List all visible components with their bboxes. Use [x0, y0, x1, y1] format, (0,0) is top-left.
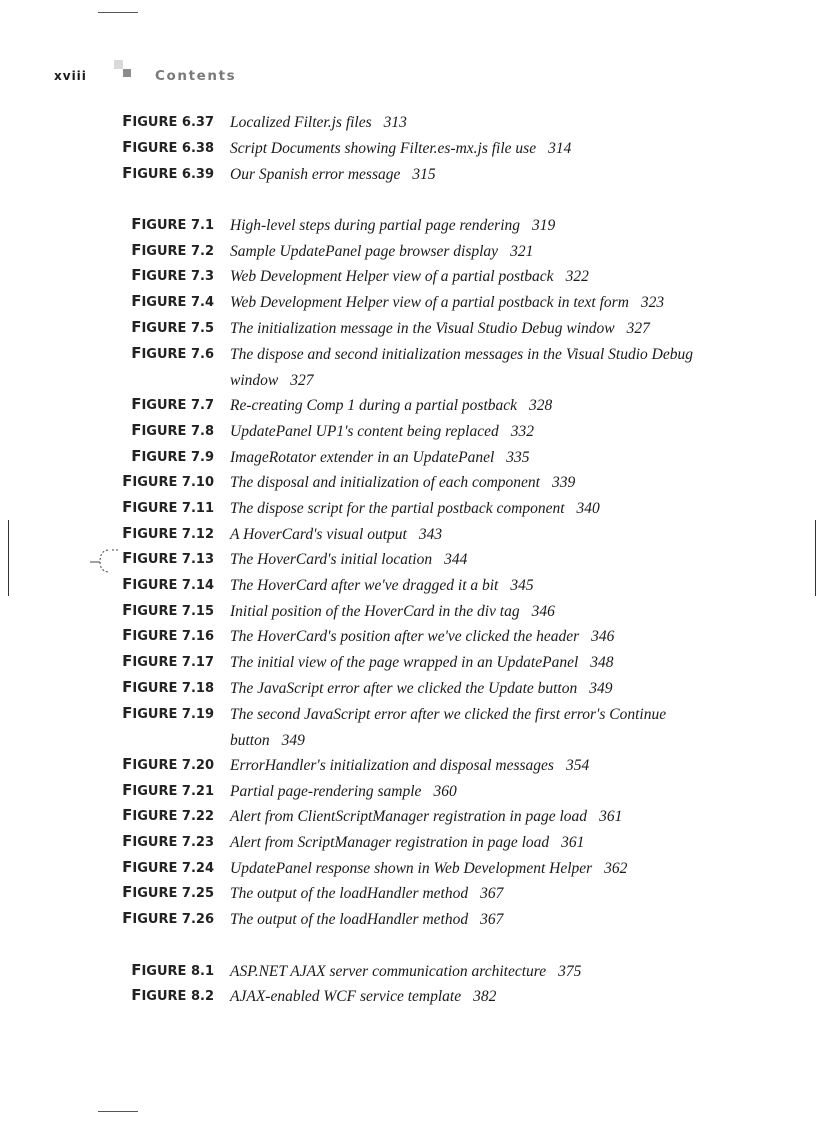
figure-label	[122, 678, 214, 696]
figure-label	[131, 241, 214, 259]
figure-label-rest: IGURE	[132, 809, 178, 824]
toc-entry	[0, 804, 816, 828]
figure-label	[131, 318, 214, 336]
figure-page-number: 327	[290, 371, 314, 389]
figure-label-rest: IGURE	[141, 347, 187, 362]
figure-number: 7.25	[181, 886, 214, 901]
figure-title	[230, 162, 710, 188]
figure-title	[230, 239, 710, 265]
figure-label-initial: F	[131, 344, 142, 362]
figure-label-initial: F	[131, 961, 142, 979]
figure-label-initial: F	[122, 472, 133, 490]
figure-title-text: The disposal and initialization of each component	[230, 474, 540, 491]
figure-title	[230, 110, 710, 136]
toc-entry	[0, 470, 816, 494]
figure-page-number: 340	[576, 500, 600, 517]
figure-page-number: 367	[480, 885, 504, 902]
figure-number: 7.17	[181, 655, 214, 670]
figure-label-rest: IGURE	[132, 604, 178, 619]
figure-title-text: ASP.NET AJAX server communication architecture	[230, 963, 547, 980]
figure-page-number: 339	[552, 474, 576, 491]
figure-title-text: The HoverCard's initial location	[230, 551, 433, 568]
toc-entry	[0, 573, 816, 597]
figure-label	[122, 704, 214, 722]
figure-title-text: UpdatePanel response shown in Web Development Helper	[230, 860, 593, 877]
figure-label-initial: F	[131, 292, 142, 310]
figure-label-initial: F	[122, 498, 133, 516]
figure-title	[230, 496, 710, 522]
figure-label-rest: IGURE	[132, 861, 178, 876]
figure-label-rest: IGURE	[132, 629, 178, 644]
figure-label	[131, 266, 214, 284]
toc-entry	[0, 522, 816, 546]
figure-number: 7.16	[181, 629, 214, 644]
figure-title	[230, 830, 710, 856]
figure-label-rest: IGURE	[132, 115, 178, 130]
figure-number: 7.8	[190, 424, 214, 439]
toc-entry	[0, 676, 816, 700]
figure-label-rest: IGURE	[132, 578, 178, 593]
figure-label	[122, 626, 214, 644]
figure-label-rest: IGURE	[132, 167, 178, 182]
figure-page-number: 349	[589, 680, 613, 697]
toc-entry	[0, 959, 816, 983]
figure-title	[230, 959, 710, 985]
figure-number: 8.2	[190, 989, 214, 1004]
figure-title-text: Web Development Helper view of a partial postback	[230, 268, 554, 285]
figure-label	[122, 575, 214, 593]
figure-title	[230, 470, 710, 496]
figure-page-number: 332	[510, 423, 535, 440]
figure-label-initial: F	[122, 858, 133, 876]
figure-page-number: 344	[444, 551, 468, 568]
figure-label	[122, 858, 214, 876]
figure-label-rest: IGURE	[141, 398, 187, 413]
toc-entry	[0, 496, 816, 520]
figure-number: 7.12	[181, 527, 214, 542]
figure-label-initial: F	[122, 832, 133, 850]
figure-label	[131, 344, 214, 362]
figure-number: 8.1	[190, 964, 214, 979]
figure-page-number: 367	[480, 911, 504, 928]
figure-title	[230, 136, 710, 162]
figure-label-initial: F	[122, 601, 133, 619]
figure-label-rest: IGURE	[132, 681, 178, 696]
toc-entry	[0, 445, 816, 469]
figure-label-rest: IGURE	[132, 758, 178, 773]
figure-title-text: The dispose and second initialization messages in the Visual Studio Debug window	[230, 346, 693, 389]
toc-entry	[0, 907, 816, 931]
toc-entry	[0, 110, 816, 134]
figure-label	[122, 112, 214, 130]
figure-title-text: The JavaScript error after we clicked the Update button	[230, 680, 578, 697]
figure-title	[230, 624, 710, 650]
toc-entry	[0, 830, 816, 854]
toc-entry	[0, 984, 816, 1008]
figure-label	[122, 164, 214, 182]
toc-entry	[0, 213, 816, 237]
toc-entry	[0, 342, 816, 389]
figure-number: 7.5	[190, 321, 214, 336]
figure-label	[131, 421, 214, 439]
figure-page-number: 321	[510, 243, 534, 260]
figure-page-number: 382	[473, 988, 497, 1005]
figure-label	[131, 447, 214, 465]
figure-label-initial: F	[122, 164, 133, 182]
figure-title	[230, 753, 710, 779]
figure-label-initial: F	[131, 447, 142, 465]
figure-label	[122, 806, 214, 824]
figure-title-text: Localized Filter.js files	[230, 114, 372, 131]
figure-label-initial: F	[131, 266, 142, 284]
figure-title	[230, 290, 710, 316]
figure-title	[230, 907, 710, 933]
figure-label-initial: F	[122, 806, 133, 824]
toc-entry	[0, 547, 816, 571]
figure-label	[122, 883, 214, 901]
figure-number: 7.24	[181, 861, 214, 876]
figure-title-text: The second JavaScript error after we clicked the first error's Continue button	[230, 706, 667, 749]
figure-title	[230, 881, 710, 907]
figure-page-number: 346	[531, 603, 555, 620]
figure-label-rest: IGURE	[141, 321, 187, 336]
figure-page-number: 345	[510, 577, 534, 594]
figure-label	[122, 498, 214, 516]
figure-page-number: 349	[281, 731, 305, 749]
figure-number: 7.18	[181, 681, 214, 696]
toc-entry	[0, 856, 816, 880]
figure-title-text: The initial view of the page wrapped in an UpdatePanel	[230, 654, 579, 671]
figure-number: 6.37	[181, 115, 214, 130]
figure-page-number: 361	[599, 808, 623, 825]
figure-label-rest: IGURE	[132, 501, 178, 516]
figure-number: 7.26	[181, 912, 214, 927]
figure-label-rest: IGURE	[141, 244, 187, 259]
toc-entry	[0, 136, 816, 160]
figure-label-rest: IGURE	[141, 964, 187, 979]
figure-label-initial: F	[122, 112, 133, 130]
figure-title-text: Partial page-rendering sample	[230, 783, 422, 800]
figure-title-text: Alert from ClientScriptManager registration in page load	[230, 808, 588, 825]
figure-page-number: 315	[412, 166, 436, 183]
figure-label-initial: F	[131, 986, 142, 1004]
figure-number: 7.10	[181, 475, 214, 490]
figure-label-rest: IGURE	[141, 989, 187, 1004]
figure-label	[122, 652, 214, 670]
figure-label-rest: IGURE	[141, 424, 187, 439]
toc-entry	[0, 316, 816, 340]
toc-entry	[0, 264, 816, 288]
figure-number: 7.4	[190, 295, 214, 310]
figure-label	[131, 986, 214, 1004]
figure-title-text: AJAX-enabled WCF service template	[230, 988, 462, 1005]
figure-title-text: Script Documents showing Filter.es-mx.js file use	[230, 140, 537, 157]
figure-title-text: The HoverCard's position after we've clicked the header	[230, 628, 580, 645]
figure-title-text: Our Spanish error message	[230, 166, 401, 183]
figure-title-text: High-level steps during partial page rendering	[230, 217, 521, 234]
figure-title-text: Initial position of the HoverCard in the div tag	[230, 603, 520, 620]
figure-label-rest: IGURE	[132, 912, 178, 927]
figure-number: 7.15	[181, 604, 214, 619]
figure-label-initial: F	[122, 524, 133, 542]
figure-label	[122, 781, 214, 799]
figure-number: 7.14	[181, 578, 214, 593]
figure-label-initial: F	[122, 626, 133, 644]
figure-number: 7.7	[190, 398, 214, 413]
figure-title-text: The output of the loadHandler method	[230, 885, 469, 902]
figure-label-initial: F	[122, 883, 133, 901]
figure-title-text: Alert from ScriptManager registration in page load	[230, 834, 550, 851]
figure-label-rest: IGURE	[132, 784, 178, 799]
figure-number: 7.21	[181, 784, 214, 799]
figure-label	[122, 549, 214, 567]
crop-mark-bottom	[98, 1111, 138, 1112]
figure-title-text: A HoverCard's visual output	[230, 526, 407, 543]
figure-label-initial: F	[122, 678, 133, 696]
figure-label-rest: IGURE	[141, 269, 187, 284]
figure-label	[122, 755, 214, 773]
figure-label	[122, 524, 214, 542]
figure-title	[230, 342, 710, 393]
toc-entry	[0, 702, 816, 749]
figure-label-initial: F	[122, 909, 133, 927]
figure-title-text: ImageRotator extender in an UpdatePanel	[230, 449, 495, 466]
toc-entry	[0, 650, 816, 674]
figure-label	[122, 832, 214, 850]
figure-title	[230, 599, 710, 625]
figure-label-rest: IGURE	[132, 707, 178, 722]
figure-label-rest: IGURE	[141, 295, 187, 310]
figure-page-number: 346	[591, 628, 615, 645]
section-title: Contents	[155, 68, 237, 84]
figure-title	[230, 702, 710, 753]
figure-label	[131, 395, 214, 413]
figure-label-initial: F	[122, 138, 133, 156]
figure-page-number: 323	[640, 294, 665, 311]
toc-entry	[0, 162, 816, 186]
toc-entry	[0, 419, 816, 443]
figure-label-rest: IGURE	[141, 218, 187, 233]
figure-label	[122, 472, 214, 490]
figure-number: 6.39	[181, 167, 214, 182]
figure-title	[230, 573, 710, 599]
figure-page-number: 328	[529, 397, 553, 414]
figure-title	[230, 264, 710, 290]
figure-label-initial: F	[131, 318, 142, 336]
figure-title-text: Re-creating Comp 1 during a partial postback	[230, 397, 518, 414]
toc-entry	[0, 239, 816, 263]
figure-label-initial: F	[131, 421, 142, 439]
figure-number: 7.2	[190, 244, 214, 259]
figure-title-text: The HoverCard after we've dragged it a bit	[230, 577, 499, 594]
toc-entry	[0, 624, 816, 648]
figure-label-rest: IGURE	[132, 835, 178, 850]
figure-label	[122, 601, 214, 619]
figure-page-number: 313	[383, 114, 407, 131]
figure-label-rest: IGURE	[132, 655, 178, 670]
figure-label	[131, 215, 214, 233]
figure-number: 7.13	[181, 552, 214, 567]
toc-entry	[0, 881, 816, 905]
figure-label-rest: IGURE	[132, 141, 178, 156]
figure-page-number: 319	[532, 217, 556, 234]
figure-label-initial: F	[131, 241, 142, 259]
running-header	[54, 66, 354, 88]
figure-label	[122, 909, 214, 927]
figure-title-text: Sample UpdatePanel page browser display	[230, 243, 499, 260]
figure-label-rest: IGURE	[132, 475, 178, 490]
figure-label-initial: F	[122, 755, 133, 773]
figure-number: 7.11	[181, 501, 214, 516]
figure-number: 7.9	[190, 450, 214, 465]
toc-entry	[0, 753, 816, 777]
figure-title-text: The initialization message in the Visual Studio Debug window	[230, 320, 615, 337]
figure-title	[230, 316, 710, 342]
crop-mark-top	[98, 12, 138, 13]
figure-number: 7.23	[181, 835, 214, 850]
figure-label-initial: F	[131, 395, 142, 413]
figure-page-number: 343	[418, 526, 443, 543]
figure-title-text: Web Development Helper view of a partial postback in text form	[230, 294, 629, 311]
figure-label-initial: F	[122, 575, 133, 593]
toc-entry	[0, 290, 816, 314]
figure-title	[230, 547, 710, 573]
figure-title	[230, 650, 710, 676]
figure-title	[230, 393, 710, 419]
figure-page-number: 362	[604, 860, 628, 877]
figure-label-rest: IGURE	[132, 527, 178, 542]
figure-label-initial: F	[122, 781, 133, 799]
contents-square-icon	[114, 60, 132, 80]
figure-label-initial: F	[131, 215, 142, 233]
figure-label-initial: F	[122, 704, 133, 722]
figure-number: 7.22	[181, 809, 214, 824]
figure-title	[230, 419, 710, 445]
figure-title	[230, 522, 710, 548]
figure-page-number: 314	[548, 140, 572, 157]
figure-label-initial: F	[122, 652, 133, 670]
figure-title	[230, 984, 710, 1010]
figure-page-number: 361	[561, 834, 585, 851]
toc-entry	[0, 393, 816, 417]
figure-number: 7.3	[190, 269, 214, 284]
figure-title	[230, 779, 710, 805]
figure-page-number: 322	[565, 268, 589, 285]
toc-entry	[0, 599, 816, 623]
figure-label-rest: IGURE	[132, 886, 178, 901]
figure-label-rest: IGURE	[141, 450, 187, 465]
figure-title	[230, 445, 710, 471]
figure-title	[230, 804, 710, 830]
page-number: xviii	[54, 69, 87, 83]
figure-label	[122, 138, 214, 156]
figure-label	[131, 292, 214, 310]
figure-page-number: 354	[565, 757, 590, 774]
figure-title	[230, 213, 710, 239]
figure-title-text: The dispose script for the partial postback component	[230, 500, 565, 517]
figure-label	[131, 961, 214, 979]
figure-title-text: The output of the loadHandler method	[230, 911, 469, 928]
figure-number: 7.1	[190, 218, 214, 233]
toc-entry	[0, 779, 816, 803]
figure-number: 6.38	[181, 141, 214, 156]
figure-label-rest: IGURE	[132, 552, 178, 567]
figure-label-initial: F	[122, 549, 133, 567]
figure-page-number: 327	[626, 320, 650, 337]
figure-page-number: 375	[558, 963, 582, 980]
figure-title-text: ErrorHandler's initialization and disposal messages	[230, 757, 554, 774]
figure-title-text: UpdatePanel UP1's content being replaced	[230, 423, 499, 440]
figure-title	[230, 856, 710, 882]
figure-number: 7.19	[181, 707, 214, 722]
figure-number: 7.20	[181, 758, 214, 773]
figure-page-number: 360	[433, 783, 457, 800]
figure-page-number: 348	[590, 654, 614, 671]
figure-number: 7.6	[190, 347, 214, 362]
figure-page-number: 335	[506, 449, 530, 466]
figure-title	[230, 676, 710, 702]
